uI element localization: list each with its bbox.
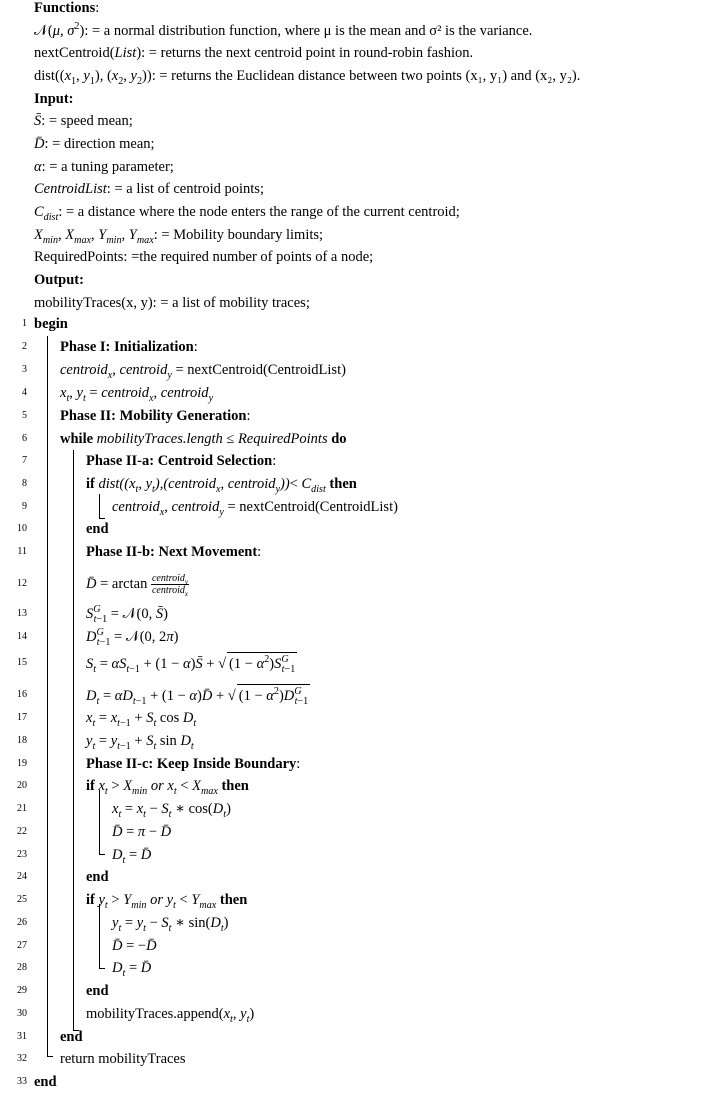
line-number: 5 xyxy=(22,410,27,421)
algorithm-line-28: $D_t$ = D̄ xyxy=(112,960,152,979)
algorithm-line-4: $x_t$, $y_t$ = centroid$_x$, centroid$_y$ xyxy=(60,385,214,404)
line-number: 2 xyxy=(22,341,27,352)
indent-rule-while xyxy=(73,450,74,1030)
indent-rule-begin xyxy=(47,336,48,1056)
line-number: 13 xyxy=(17,608,27,619)
algorithm-line-14: $D^G_{t-1}$ = 𝒩(0, 2π) xyxy=(86,627,179,648)
input-cdist: $C_{dist}$: = a distance where the node enters the range of the current centroid; xyxy=(34,204,460,223)
algorithm-line-24: end xyxy=(86,869,109,885)
line-number: 12 xyxy=(17,578,27,589)
algorithm-line-21: $x_t = x_t - S_t$ ∗ $\cos(D_t)$ xyxy=(112,801,231,820)
algorithm-line-30: $mobilityTraces.append(x_t$, $y_t$) xyxy=(86,1006,255,1025)
line-number: 19 xyxy=(17,758,27,769)
indent-rule-if-x-end xyxy=(99,854,105,855)
line-number: 3 xyxy=(22,364,27,375)
indent-rule-if-y xyxy=(99,904,100,968)
algorithm-line-2: Phase I: Initialization: xyxy=(60,339,198,355)
line-number: 15 xyxy=(17,657,27,668)
algorithm-line-15: $S_t = \alpha S_{t-1} + (1$ − α)S̄ + √ $(1 - \alpha^2)S^G_{t-1}$ xyxy=(86,652,297,676)
functions-heading: Functions: xyxy=(34,0,100,16)
algorithm-line-12: D̄ = arctan $\frac{centroid_y}{centroid_x}$ xyxy=(86,573,189,599)
algorithm-line-23: $D_t$ = D̄ xyxy=(112,847,152,866)
input-required-points: RequiredPoints: =the required number of points of a node; xyxy=(34,249,374,265)
algorithm-line-1: begin xyxy=(34,316,68,332)
input-speed-mean: S̄: = speed mean; xyxy=(34,113,133,129)
algorithm-line-29: end xyxy=(86,983,109,999)
output-mobility-traces: mobilityTraces(x, y): = a list of mobility traces; xyxy=(34,295,310,311)
algorithm-line-33: end xyxy=(34,1074,57,1090)
algorithm-line-11: Phase II-b: Next Movement: xyxy=(86,544,262,560)
algorithm-line-6: while mobilityTraces.length ≤ RequiredPoints do xyxy=(60,431,347,447)
line-number: 17 xyxy=(17,712,27,723)
line-number: 28 xyxy=(17,962,27,973)
line-number: 22 xyxy=(17,826,27,837)
function-nextcentroid-line: nextCentroid(List): = returns the next centroid point in round-robin fashion. xyxy=(34,45,474,61)
line-number: 26 xyxy=(17,917,27,928)
line-number: 16 xyxy=(17,689,27,700)
algorithm-line-7: Phase II-a: Centroid Selection: xyxy=(86,453,277,469)
line-number: 33 xyxy=(17,1076,27,1087)
line-number: 6 xyxy=(22,433,27,444)
input-heading: Input: xyxy=(34,91,74,107)
algorithm-line-17: $x_t = x_{t-1} + S_t$ $\cos D_t$ xyxy=(86,710,197,729)
algorithm-line-3: centroid$_x$, centroid$_y$ = nextCentroid(CentroidList) xyxy=(60,362,346,381)
algorithm-line-25: if $y_t > Y_{min}$ or $y_t < Y_{max}$ then xyxy=(86,892,248,911)
input-alpha: α: = a tuning parameter; xyxy=(34,159,174,175)
indent-rule-begin-end xyxy=(47,1056,53,1057)
algorithm-line-20: if $x_t > X_{min}$ or $x_t < X_{max}$ then xyxy=(86,778,249,797)
line-number: 7 xyxy=(22,455,27,466)
algorithm-line-9: centroid$_x$, centroid$_y$ = nextCentroid(CentroidList) xyxy=(112,499,398,518)
line-number: 18 xyxy=(17,735,27,746)
algorithm-line-16: $D_t = \alpha D_{t-1} + (1$ − α)D̄ + √ $(1 - \alpha^2)D^G_{t-1}$ xyxy=(86,684,310,708)
line-number: 29 xyxy=(17,985,27,996)
line-number: 24 xyxy=(17,871,27,882)
algorithm-line-32: return mobilityTraces xyxy=(60,1051,186,1067)
line-number: 23 xyxy=(17,849,27,860)
input-centroid-list: CentroidList: = a list of centroid points; xyxy=(34,181,264,197)
algorithm-line-13: $S^G_{t-1}$ = 𝒩(0, S̄) xyxy=(86,604,168,625)
line-number: 27 xyxy=(17,940,27,951)
line-number: 4 xyxy=(22,387,27,398)
line-number: 8 xyxy=(22,478,27,489)
algorithm-line-22: D̄ = π − D̄ xyxy=(112,824,172,840)
line-number: 32 xyxy=(17,1053,27,1064)
line-number: 21 xyxy=(17,803,27,814)
algorithm-line-8: if $dist((x_t$, $y_t),(centroid_x$, centroid$_y$))< $C_{dist}$ then xyxy=(86,476,357,495)
algorithm-line-27: D̄ = −D̄ xyxy=(112,938,157,954)
algorithm-line-19: Phase II-c: Keep Inside Boundary: xyxy=(86,756,301,772)
line-number: 30 xyxy=(17,1008,27,1019)
indent-rule-if-centroid xyxy=(99,494,100,518)
output-heading: Output: xyxy=(34,272,84,288)
algorithm-line-10: end xyxy=(86,521,109,537)
line-number: 10 xyxy=(17,523,27,534)
indent-rule-if-y-end xyxy=(99,968,105,969)
input-boundary-limits: $X_{min}$, $X_{max}$, $Y_{min}$, $Y_{max}$: = Mobility boundary limits; xyxy=(34,227,324,246)
function-normal-line: 𝒩(μ, $\sigma^2$): = a normal distribution function, where μ is the mean and σ² is the variance. xyxy=(34,21,533,39)
algorithm-line-5: Phase II: Mobility Generation: xyxy=(60,408,251,424)
algorithm-line-31: end xyxy=(60,1029,83,1045)
line-number: 14 xyxy=(17,631,27,642)
line-number: 1 xyxy=(22,318,27,329)
line-number: 9 xyxy=(22,501,27,512)
line-number: 25 xyxy=(17,894,27,905)
line-number: 31 xyxy=(17,1031,27,1042)
algorithm-line-18: $y_t = y_{t-1} + S_t$ $\sin D_t$ xyxy=(86,733,194,752)
line-number: 11 xyxy=(17,546,27,557)
line-number: 20 xyxy=(17,780,27,791)
algorithm-line-26: $y_t = y_t - S_t$ ∗ $\sin(D_t)$ xyxy=(112,915,229,934)
function-dist-line: $dist((x_1$, $y_1$), ($x_2$, $y_2$)): = returns the Euclidean distance between two points (x₁, y₁) and (x₂, y₂). xyxy=(34,68,581,87)
indent-rule-if-x xyxy=(99,790,100,854)
input-direction-mean: D̄: = direction mean; xyxy=(34,136,155,152)
